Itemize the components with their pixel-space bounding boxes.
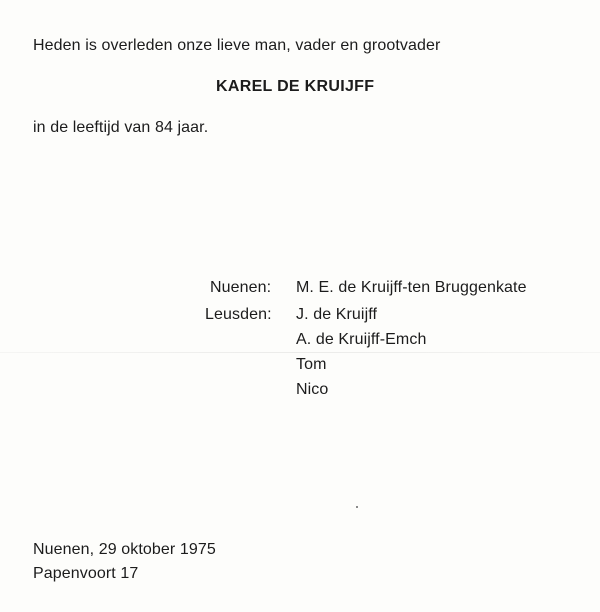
mourner-name: J. de Kruijff (296, 306, 378, 323)
mourner-place-nuenen: Nuenen: (210, 279, 272, 296)
opening-line: Heden is overleden onze lieve man, vader en grootvader (33, 37, 441, 54)
fold-line (0, 352, 600, 353)
paper-speck (356, 506, 358, 508)
age-line: in de leeftijd van 84 jaar. (33, 119, 209, 136)
mourner-name: A. de Kruijff-Emch (296, 331, 427, 348)
deceased-name: KAREL DE KRUIJFF (216, 78, 375, 95)
mourner-name: Nico (296, 381, 329, 398)
mourner-name: M. E. de Kruijff-ten Bruggenkate (296, 279, 527, 296)
mourner-place-leusden: Leusden: (205, 306, 272, 323)
place-date: Nuenen, 29 oktober 1975 (33, 541, 216, 558)
mourner-name: Tom (296, 356, 327, 373)
address: Papenvoort 17 (33, 565, 139, 582)
